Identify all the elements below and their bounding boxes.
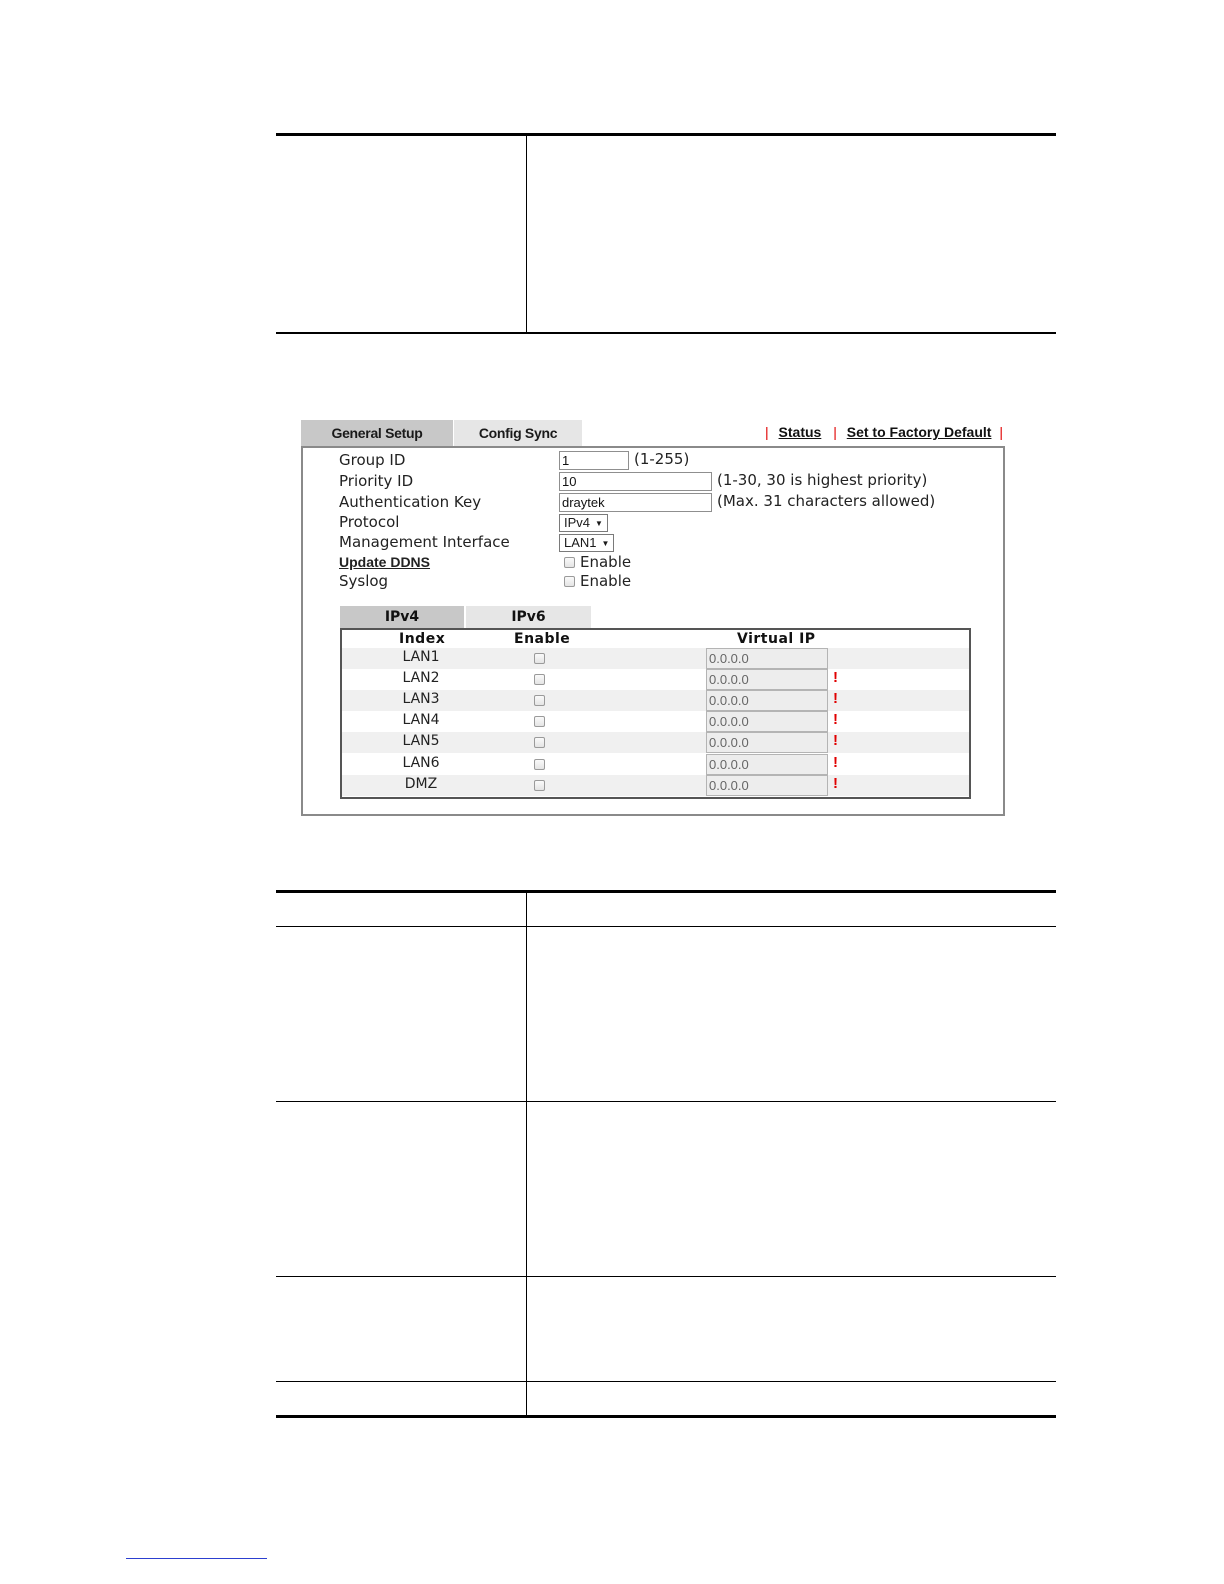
warning-icon: ! xyxy=(833,711,838,728)
table-row xyxy=(342,732,969,753)
row-enable-checkbox[interactable] xyxy=(534,716,545,727)
auth-key-hint: (Max. 31 characters allowed) xyxy=(717,492,936,510)
update-ddns-checkbox[interactable] xyxy=(564,557,575,568)
protocol-label: Protocol xyxy=(339,513,400,531)
chevron-down-icon: ▼ xyxy=(595,519,603,528)
enable-column-header: Enable xyxy=(514,631,571,647)
row-index: LAN2 xyxy=(402,670,440,686)
warning-icon: ! xyxy=(833,775,838,792)
tab-ipv6[interactable]: IPv6 xyxy=(466,606,591,628)
table-row xyxy=(342,690,969,711)
row-virtual-ip-input[interactable]: 0.0.0.0 xyxy=(706,648,828,669)
upper-table-bottom-rule xyxy=(276,332,1056,334)
row-virtual-ip-input[interactable]: 0.0.0.0 xyxy=(706,690,828,711)
lower-table-row-rule xyxy=(276,1101,1056,1102)
table-row xyxy=(342,669,969,690)
upper-table-divider xyxy=(526,136,527,333)
row-enable-checkbox[interactable] xyxy=(534,737,545,748)
syslog-checkbox[interactable] xyxy=(564,576,575,587)
chevron-down-icon: ▼ xyxy=(601,539,610,548)
protocol-select[interactable] xyxy=(559,514,608,532)
mgmt-interface-label: Management Interface xyxy=(339,533,510,551)
link-separator: | xyxy=(999,424,1003,440)
update-ddns-enable-label: Enable xyxy=(580,553,632,571)
warning-icon: ! xyxy=(833,754,838,771)
status-link[interactable]: Status xyxy=(778,424,822,440)
factory-default-link[interactable]: Set to Factory Default xyxy=(846,424,992,440)
link-separator: | xyxy=(833,424,837,440)
row-virtual-ip-input[interactable]: 0.0.0.0 xyxy=(706,669,828,690)
row-index: LAN6 xyxy=(402,755,440,771)
update-ddns-link[interactable]: Update DDNS xyxy=(339,554,431,570)
row-virtual-ip-input[interactable]: 0.0.0.0 xyxy=(706,754,828,775)
auth-key-label: Authentication Key xyxy=(339,493,482,511)
priority-id-input[interactable] xyxy=(559,472,712,491)
link-separator: | xyxy=(765,424,769,440)
lower-table-divider xyxy=(526,893,527,1417)
group-id-input[interactable] xyxy=(559,451,629,470)
lower-table-header-rule xyxy=(276,926,1056,927)
row-enable-checkbox[interactable] xyxy=(534,759,545,770)
table-row xyxy=(342,754,969,775)
group-id-hint: (1-255) xyxy=(634,450,690,468)
top-links xyxy=(765,424,1010,444)
tab-general-setup[interactable]: General Setup xyxy=(301,420,453,446)
mgmt-interface-select[interactable] xyxy=(559,534,614,552)
warning-icon: ! xyxy=(833,669,838,686)
row-index: LAN5 xyxy=(402,733,440,749)
protocol-value: IPv4 xyxy=(564,515,591,530)
row-enable-checkbox[interactable] xyxy=(534,695,545,706)
row-enable-checkbox[interactable] xyxy=(534,653,545,664)
lower-table-row-rule xyxy=(276,1276,1056,1277)
tab-ipv4[interactable]: IPv4 xyxy=(340,606,464,628)
group-id-label: Group ID xyxy=(339,451,406,469)
upper-table-top-rule xyxy=(276,133,1056,136)
index-column-header: Index xyxy=(399,631,446,647)
warning-icon: ! xyxy=(833,690,838,707)
row-virtual-ip-input[interactable]: 0.0.0.0 xyxy=(706,732,828,753)
row-virtual-ip-input[interactable]: 0.0.0.0 xyxy=(706,711,828,732)
lower-table-top-rule xyxy=(276,890,1056,893)
row-index: LAN1 xyxy=(402,649,440,665)
syslog-enable-label: Enable xyxy=(580,572,632,590)
table-row xyxy=(342,648,969,669)
row-index: DMZ xyxy=(404,776,438,792)
lower-table-row-rule xyxy=(276,1381,1056,1382)
priority-id-hint: (1-30, 30 is highest priority) xyxy=(717,471,928,489)
table-row xyxy=(342,711,969,732)
row-enable-checkbox[interactable] xyxy=(534,674,545,685)
priority-id-label: Priority ID xyxy=(339,472,414,490)
tab-config-sync[interactable]: Config Sync xyxy=(454,420,582,446)
row-enable-checkbox[interactable] xyxy=(534,780,545,791)
footer-underline xyxy=(126,1558,267,1559)
table-row xyxy=(342,775,969,796)
row-index: LAN4 xyxy=(402,712,440,728)
auth-key-input[interactable] xyxy=(559,493,712,512)
virtual-ip-column-header: Virtual IP xyxy=(737,631,816,647)
lower-table-bottom-rule xyxy=(276,1415,1056,1418)
syslog-label: Syslog xyxy=(339,572,389,590)
mgmt-interface-value: LAN1 xyxy=(564,535,597,550)
row-virtual-ip-input[interactable]: 0.0.0.0 xyxy=(706,775,828,796)
warning-icon: ! xyxy=(833,732,838,749)
row-index: LAN3 xyxy=(402,691,440,707)
